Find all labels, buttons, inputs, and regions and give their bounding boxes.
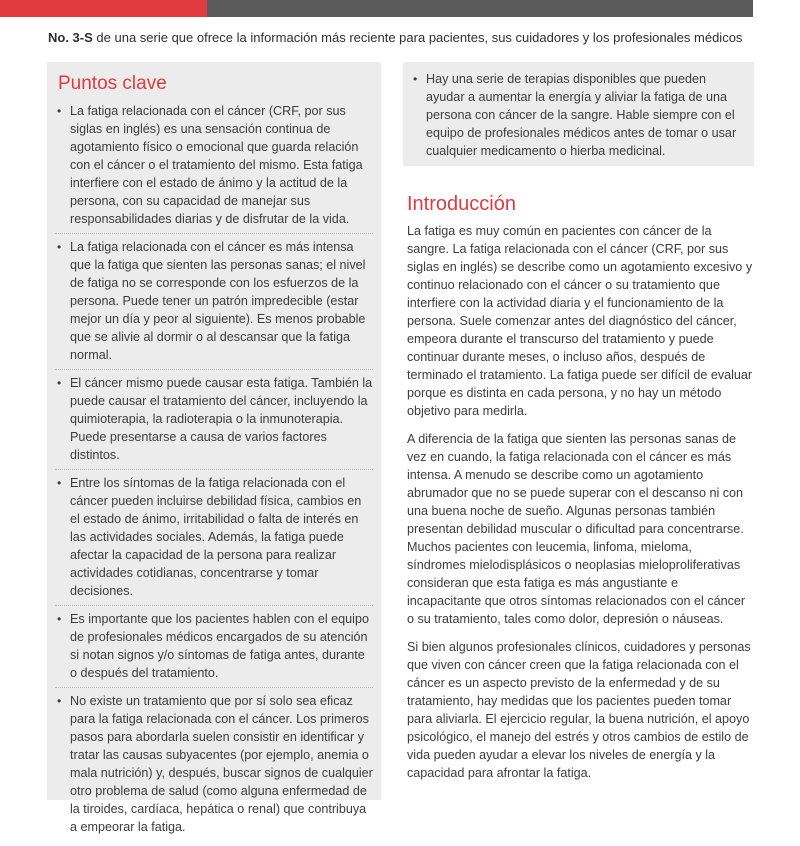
key-point-item [47,102,381,228]
key-point-item [47,610,381,682]
key-point-text: La fatiga relacionada con el cáncer (CRF, por sus siglas en inglés) es una sensación continua de agotamiento físico o emocional que guarda relación con el cáncer o el tratamiento del mismo. Esta fatiga interfiere con el estado de ánimo y la actitud de la persona, con su capacidad de manejar sus responsabilidades diarias y de disfrutar de la vida. [70,104,363,226]
key-point-text: No existe un tratamiento que por sí solo sea eficaz para la fatiga relacionada con el cáncer. Los primeros pasos para abordarla suelen consistir en identificar y tratar las causas subyacentes (por ejemplo, anemia o mala nutrición) y, después, buscar signos de cualquier otro problema de salud (como alguna enfermedad de la tiroides, cardíaca, hepática o renal) que contribuya a empeorar la fatiga. [70,694,373,834]
key-points-title: Puntos clave [58,73,167,94]
bullet-icon: • [57,240,62,254]
series-number: No. 3-S [48,30,93,45]
key-points-continued-box [403,62,754,166]
key-point-text: El cáncer mismo puede causar esta fatiga. También la puede causar el tratamiento del cáncer, incluyendo la quimioterapia, la radioterapia o la inmunoterapia. Puede presentarse a causa de varios factores distintos. [70,376,373,462]
key-point-item [47,238,381,364]
key-points-box [47,62,381,834]
bullet-icon: • [57,104,62,118]
introduction-paragraph: A diferencia de la fatiga que sienten las personas sanas de vez en cuando, la fatiga relacionada con el cáncer es más intensa. A menudo se describe como un agotamiento abrumador que no se puede superar con el descanso ni con una buena noche de sueño. Algunas personas también presentan debilidad muscular o dificultad para concentrarse. Muchos pacientes con leucemia, linfoma, mieloma, síndromes mielodisplásicos o neoplasias mieloproliferativas consideran que esta fatiga es más angustiante e incapacitante que otros síntomas relacionados con el cáncer o su tratamiento, tales como dolor, depresión o náuseas. [407,432,746,626]
series-description [48,29,778,47]
bullet-icon: • [57,476,62,490]
key-point-item [47,692,381,836]
key-point-item [47,374,381,464]
introduction-title: Introducción [407,193,516,215]
key-point-text: Entre los síntomas de la fatiga relacionada con el cáncer pueden incluirse debilidad física, cambios en el estado de ánimo, irritabilidad o falta de interés en las actividades sociales. Además, la fatiga puede afectar la capacidad de la persona para realizar actividades cotidianas, concentrarse y tomar decisiones. [70,476,362,598]
key-point-item [47,474,381,600]
key-point-text: Hay una serie de terapias disponibles que pueden ayudar a aumentar la energía y aliviar la fatiga de una persona con cáncer de la sangre. Hable siempre con el equipo de profesionales médicos antes de tomar o usar cualquier medicamento o hierba medicinal. [426,72,737,158]
introduction-paragraph: Si bien algunos profesionales clínicos, cuidadores y personas que viven con cáncer creen que la fatiga relacionada con el cáncer es un aspecto previsto de la enfermedad y de su tratamiento, hay medidas que los pacientes pueden tomar para aliviarla. El ejercicio regular, la buena nutrición, el apoyo psicológico, el manejo del estrés y otros cambios de estilo de vida pueden ayudar a elevar los niveles de energía y la capacidad para afrontar la fatiga. [407,640,751,780]
header-gray-bar [207,0,753,17]
key-points-list [47,102,381,846]
key-point-text: Es importante que los pacientes hablen con el equipo de profesionales médicos encargados de su atención si notan signos y/o síntomas de fatiga antes, durante o después del tratamiento. [70,612,369,680]
series-text: de una serie que ofrece la información más reciente para pacientes, sus cuidadores y los profesionales médicos [92,30,743,45]
bullet-icon: • [57,694,62,708]
bullet-icon: • [57,376,62,390]
key-points-continued-list [403,70,754,160]
header-red-bar [0,0,207,17]
introduction-section [407,192,754,792]
key-point-item [403,70,754,160]
bullet-icon: • [57,612,62,626]
bullet-icon: • [413,72,418,86]
introduction-paragraph: La fatiga es muy común en pacientes con cáncer de la sangre. La fatiga relacionada con el cáncer (CRF, por sus siglas en inglés) se describe como un agotamiento excesivo y continuo relacionado con el cáncer o su tratamiento que interfiere con la actividad diaria y el funcionamiento de la persona. Suele comenzar antes del diagnóstico del cáncer, empeora durante el transcurso del tratamiento y puede continuar durante meses, o incluso años, después de terminado el tratamiento. La fatiga puede ser difícil de evaluar porque es distinta en cada persona, y no hay un método objetivo para medirla. [407,224,753,418]
key-point-text: La fatiga relacionada con el cáncer es más intensa que la fatiga que sienten las personas sanas; el nivel de fatiga no se corresponde con los esfuerzos de la persona. Puede tener un patrón impredecible (estar mejor un día y peor al siguiente). Es menos probable que se alivie al dormir o al descansar que la fatiga normal. [70,240,366,362]
